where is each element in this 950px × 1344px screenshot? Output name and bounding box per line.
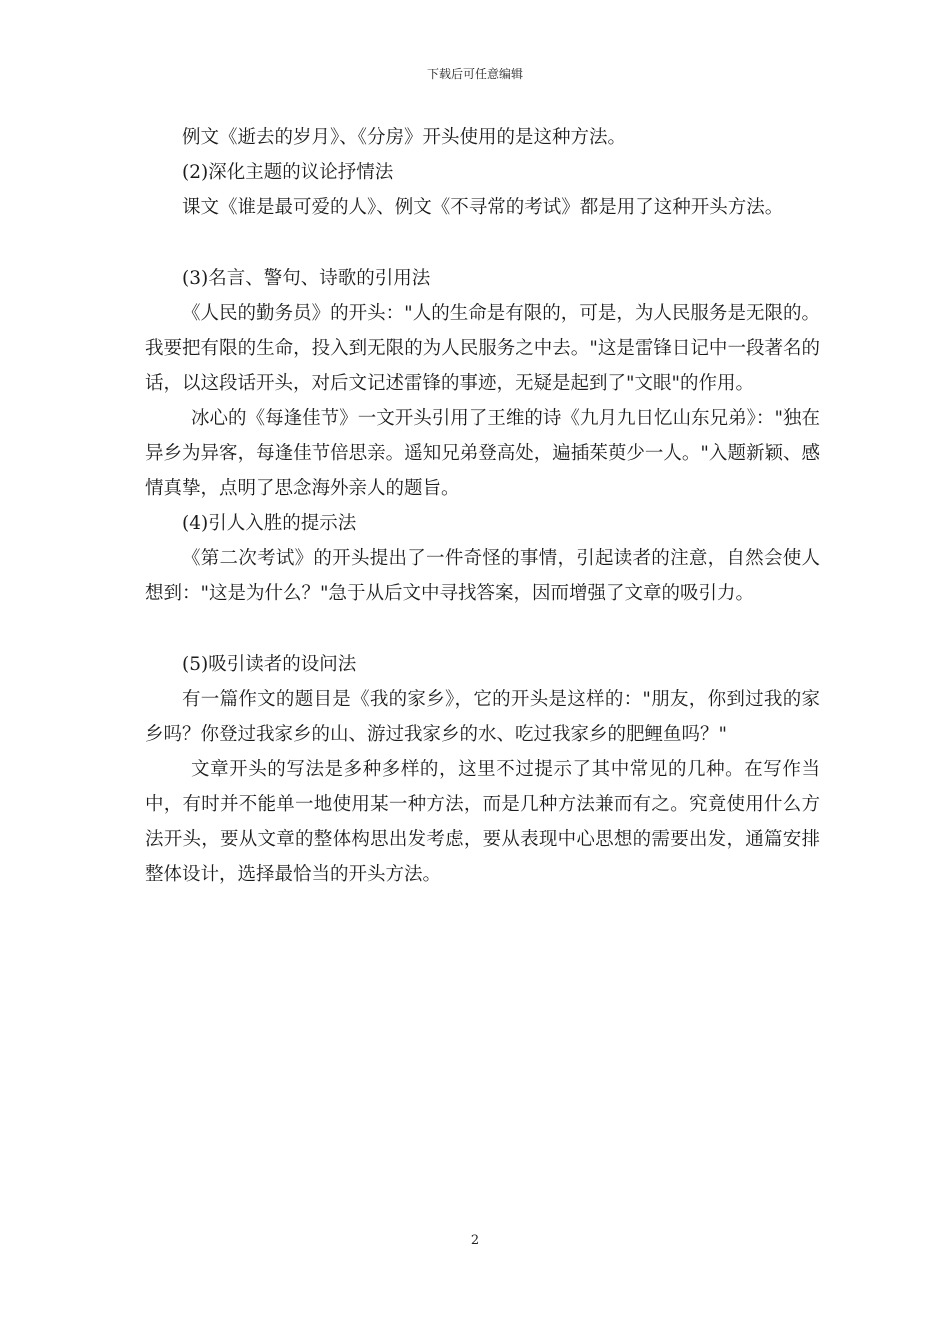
- paragraph: 有一篇作文的题目是《我的家乡》，它的开头是这样的："朋友，你到过我的家乡吗？你登过我家乡的山、游过我家乡的水、吃过我家乡的肥鲤鱼吗？": [145, 689, 820, 745]
- paragraph: 例文《逝去的岁月》、《分房》开头使用的是这种方法。: [182, 127, 627, 148]
- paragraph: 冰心的《每逢佳节》一文开头引用了王维的诗《九月九日忆山东兄弟》："独在异乡为异客，每逢佳节倍思亲。遥知兄弟登高处，遍插茱萸少一人。"入题新颖、感情真挚，点明了思念海外亲人的题旨。: [145, 408, 820, 499]
- paragraph: 《人民的勤务员》的开头："人的生命是有限的，可是，为人民服务是无限的。我要把有限的生命，投入到无限的为人民服务之中去。"这是雷锋日记中一段著名的话，以这段话开头，对后文记述雷锋的事迹，无疑是起到了"文眼"的作用。: [145, 303, 820, 394]
- paragraph: 《第二次考试》的开头提出了一件奇怪的事情，引起读者的注意，自然会使人想到："这是为什么？"急于从后文中寻找答案，因而增强了文章的吸引力。: [145, 548, 820, 604]
- page-number: 2: [470, 1233, 480, 1248]
- section-heading: (2)深化主题的议论抒情法: [182, 162, 394, 183]
- page-header: 下载后可任意编辑: [426, 67, 523, 81]
- document-body: [145, 120, 820, 892]
- section-heading: (5)吸引读者的设问法: [182, 654, 357, 675]
- section-heading: (3)名言、警句、诗歌的引用法: [182, 268, 431, 289]
- paragraph: 课文《谁是最可爱的人》、例文《不寻常的考试》都是用了这种开头方法。: [182, 197, 784, 218]
- paragraph: 文章开头的写法是多种多样的，这里不过提示了其中常见的几种。在写作当中，有时并不能单一地使用某一种方法，而是几种方法兼而有之。究竟使用什么方法开头，要从文章的整体构思出发考虑，要从表现中心思想的需要出发，通篇安排整体设计，选择最恰当的开头方法。: [145, 759, 820, 885]
- section-heading: (4)引人入胜的提示法: [182, 513, 357, 534]
- blank-line: [145, 611, 820, 647]
- blank-line: [145, 225, 820, 261]
